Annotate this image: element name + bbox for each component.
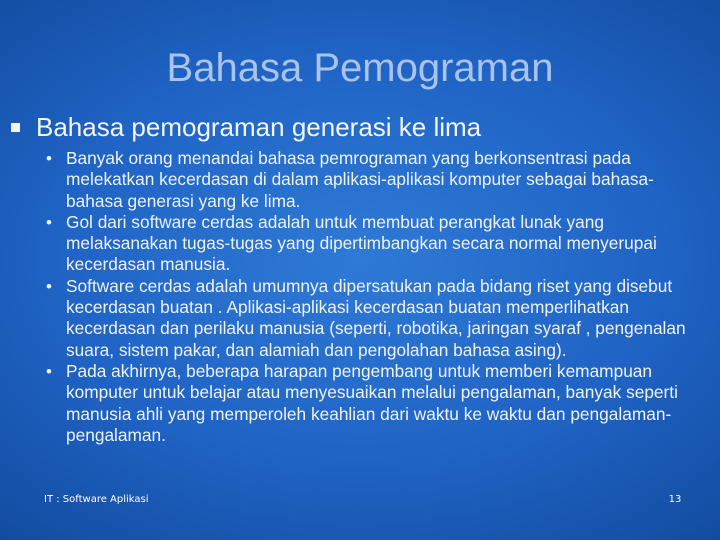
bullet-text: Pada akhirnya, beberapa harapan pengembang untuk memberi kemampuan komputer untuk belajar atau menyesuaikan melalui pengalaman, banyak seperti manusia ahli yang memperoleh keahlian dari waktu ke waktu dan pengalaman-pengalaman. bbox=[66, 360, 678, 445]
bullet-item bbox=[44, 276, 704, 361]
bullet-dot-icon: • bbox=[46, 212, 52, 232]
heading-item bbox=[10, 112, 710, 142]
bullet-text: Banyak orang menandai bahasa pemrograman yang berkonsentrasi pada melekatkan kecerdasan di dalam aplikasi-aplikasi komputer sebagai bahasa-bahasa generasi yang ke lima. bbox=[66, 148, 654, 211]
square-bullet-icon bbox=[11, 123, 20, 132]
bullet-dot-icon: • bbox=[46, 361, 52, 381]
bullet-dot-icon: • bbox=[46, 149, 52, 168]
bullet-item bbox=[44, 148, 704, 212]
bullet-text: Gol dari software cerdas adalah untuk membuat perangkat lunak yang melaksanakan tugas-tugas yang dipertimbangkan secara normal menyerupai kecerdasan manusia. bbox=[66, 211, 657, 275]
bullet-item bbox=[44, 361, 704, 446]
heading-text: Bahasa pemograman generasi ke lima bbox=[36, 112, 482, 142]
footer-label: IT : Software Aplikasi bbox=[44, 494, 149, 505]
slide-title: Bahasa Pemograman bbox=[166, 46, 554, 90]
page-number: 13 bbox=[668, 494, 682, 505]
bullet-item bbox=[44, 212, 704, 276]
bullet-text: Software cerdas adalah umumnya dipersatukan pada bidang riset yang disebut kecerdasan buatan . Aplikasi-aplikasi kecerdasan buatan memperlihatkan kecerdasan dan perilaku manusia (seperti, robotika, jaringan syaraf , pengenalan suara, sistem pakar, dan alamiah dan pengolahan bahasa asing). bbox=[66, 275, 686, 360]
bullet-list bbox=[44, 148, 704, 446]
bullet-dot-icon: • bbox=[46, 276, 52, 296]
